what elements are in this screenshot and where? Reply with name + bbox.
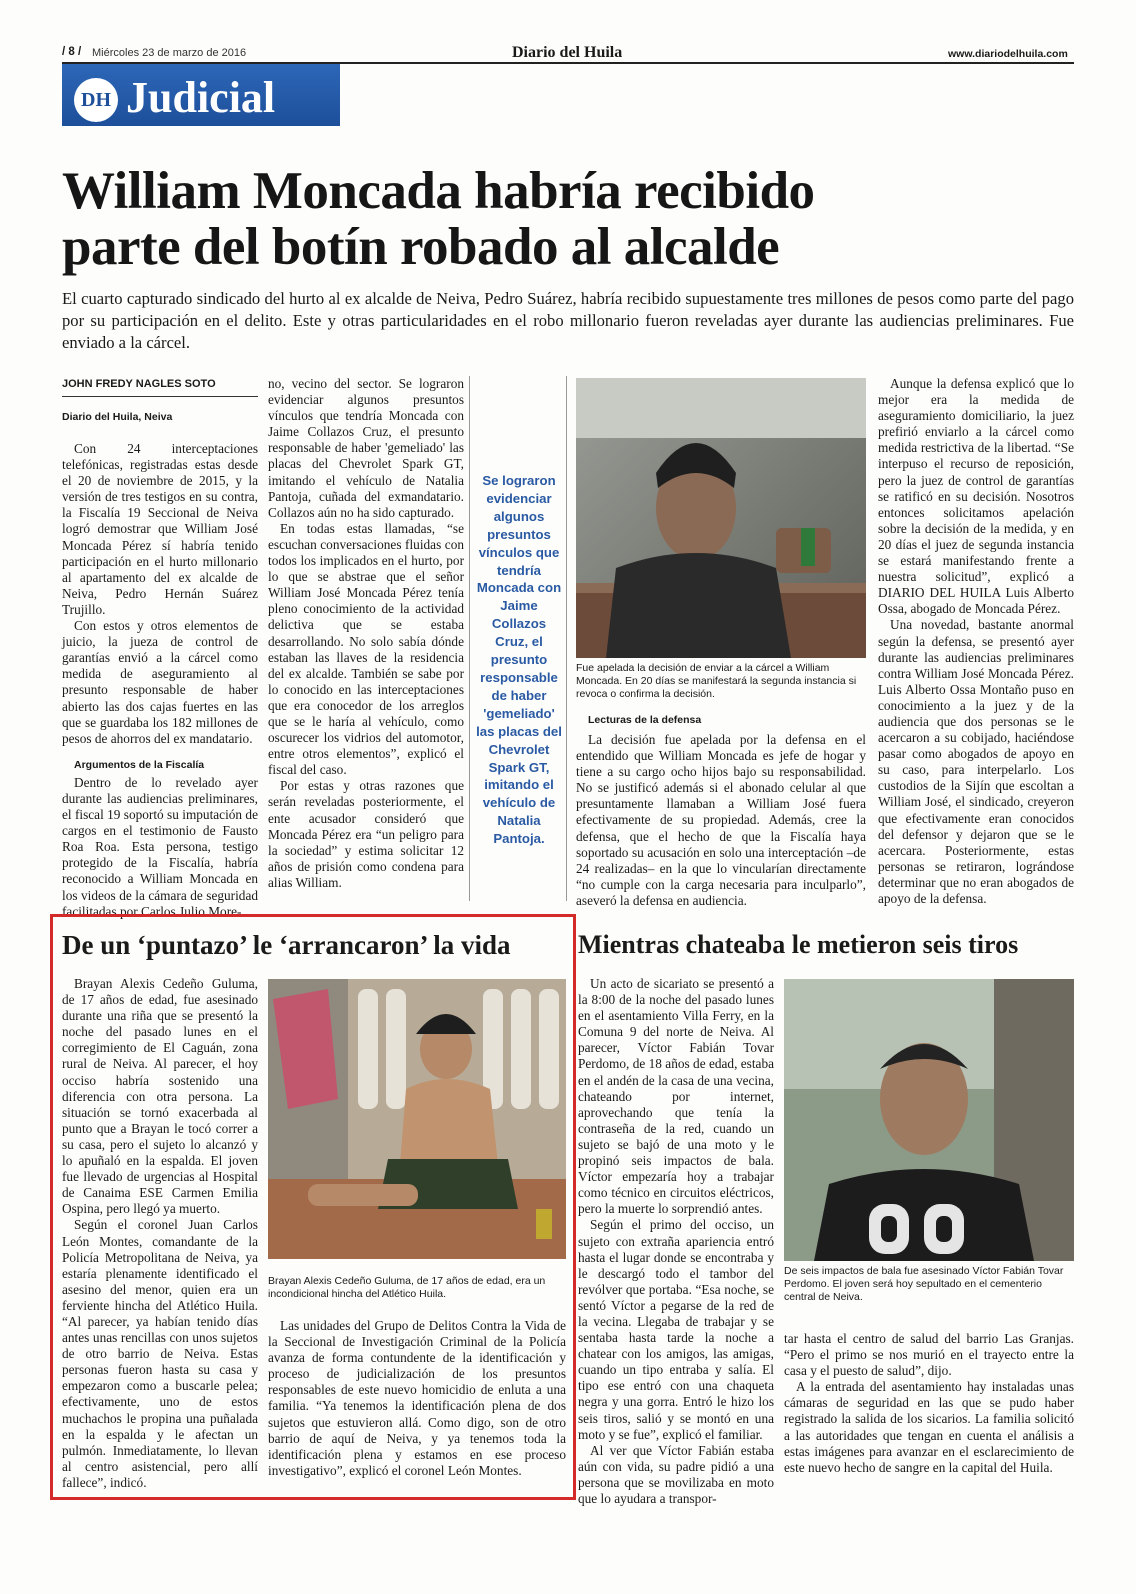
photo-victor-caption: De seis impactos de bala fue asesinado Víctor Fabián Tovar Perdomo. El joven será hoy sepultado en el cementerio central de Neiva. bbox=[784, 1265, 1064, 1303]
paragraph: En todas estas llamadas, “se escuchan conversaciones fluidas con todos los implicados en el hurto, por lo que se abstrae que el señor William José Moncada Pérez tenía pleno conocimiento de la actividad delictiva que se estaba desarrollando. No solo sabía dónde estaban las llaves de la residencia del ex alcalde. También se sabe por lo conocido en las interceptaciones que era conocedor de los arreglos que se le haría al vehículo, como oscurecer los vidrios del automotor, entre otros elementos”, explicó el fiscal del caso. bbox=[268, 520, 464, 778]
main-col-5 bbox=[878, 376, 1074, 907]
paragraph: A la entrada del asentamiento hay instaladas unas cámaras de seguridad en las que se pudo haber registrado la salida de los sicarios. La familia solicitó a las autoridades que tengan en cuenta el análisis a estas imágenes para avanzar en el esclarecimiento de este nuevo hecho de sangre en la capital del Huila. bbox=[784, 1379, 1074, 1475]
paragraph: Un acto de sicariato se presentó a la 8:00 de la noche del pasado lunes en el asentamiento Villa Ferry, en la Comuna 9 del norte de Neiva. Al parecer, Víctor Fabián Tovar Perdomo, de 18 años de edad, estaba en el andén de la casa de una vecina, chateando por internet, aprovechando que tenía la contraseña de la red, cuando un sujeto se bajó de una moto y le propinó seis impactos de bala. Víctor empezaría hoy a trabajar como técnico en circuitos eléctricos, pero la muerte lo sorprendió antes. bbox=[578, 976, 774, 1217]
dh-logo-badge: DH bbox=[74, 78, 118, 122]
page-date: Miércoles 23 de marzo de 2016 bbox=[92, 47, 247, 59]
section-banner bbox=[62, 64, 340, 126]
paragraph: Según el coronel Juan Carlos León Montes, comandante de la Policía Metropolitana de Neiva, ya estaría plenamente identificado el asesino del menor, quien era un ferviente hincha del Atlético Huila. “Al parecer, ya habían tenido días antes unas rencillas con unos sujetos de otro barrio de Neiva. Estas personas fueron hasta su casa y empezaron como a buscarle pelea; efectivamente, uno de estos muchachos le propina una puñalada en la espalda y le afectan un pulmón. Inmediatamente, lo llevan al centro asistencial, pero allí fallece”, indicó. bbox=[62, 1217, 258, 1490]
paragraph: Con estos y otros elementos de juicio, la jueza de control de garantías envió a la cárcel como medida de aseguramiento al presunto responsable de haber abierto las dos cajas fuertes en las que se guardaba los 182 millones de pesos de ahorros del ex mandatario. bbox=[62, 618, 258, 746]
main-headline: William Moncada habría recibido parte del botín robado al alcalde bbox=[62, 162, 815, 276]
story-chateaba-col-2 bbox=[784, 1331, 1074, 1476]
pull-quote: Se lograron evidenciar algunos presuntos vínculos que tendría Moncada con Jaime Collazos Cruz, el presunto responsable de haber 'gemeliado' las placas del Chevrolet Spark GT, imitando el vehículo de Natalia Pantoja. bbox=[476, 473, 562, 847]
main-col-1 bbox=[62, 378, 258, 920]
byline-rule bbox=[62, 396, 258, 397]
pull-quote-box bbox=[469, 376, 567, 901]
main-col-4 bbox=[576, 714, 866, 909]
paragraph: Las unidades del Grupo de Delitos Contra la Vida de la Seccional de Investigación Criminal de la Policía avanza de forma contundente de la identificación y proceso de judicialización de los presuntos responsables de este nuevo homicidio de enluta a una familia. “Ya tenemos la identificación plena de dos sujetos que estuvieron allá. Como digo, son de otro barrio de aquí de Neiva, y ya tenemos toda la identificación plena y estamos en ese proceso investigativo”, explicó el coronel León Montes. bbox=[268, 1318, 566, 1478]
story-chateaba-headline: Mientras chateaba le metieron seis tiros bbox=[578, 930, 1019, 959]
dateline: Diario del Huila, Neiva bbox=[62, 411, 173, 423]
photo-moncada-image bbox=[576, 378, 866, 658]
story-puntazo-headline: De un ‘puntazo’ le ‘arrancaron’ la vida bbox=[62, 930, 511, 960]
photo-brayan bbox=[268, 979, 566, 1259]
main-lede: El cuarto capturado sindicado del hurto al ex alcalde de Neiva, Pedro Suárez, habría recibido supuestamente tres millones de pesos como parte del pago por su participación en el delito. Este y otras particularidades en el robo millonario fueron reveladas ayer durante las audiencias preliminares. Fue enviado a la cárcel. bbox=[62, 289, 1074, 352]
page-number: / 8 / bbox=[62, 46, 82, 58]
paragraph: La decisión fue apelada por la defensa en el entendido que William Moncada es jefe de hogar y tiene a su cargo ocho hijos bajo su responsabilidad. No se justificó además si el abonado celular al que presuntamente llamaban a William José fuera efectivamente de su propiedad. Además, cree la defensa, que el hecho de que la Fiscalía haya soportado su acusación en solo una interceptación –de 24 realizadas– en la que lo vincularían directamente “no cumple con la carga necesaria para inculparlo”, aseveró la defensa en audiencia. bbox=[576, 732, 866, 908]
paragraph: Al ver que Víctor Fabián estaba aún con vida, su padre pidió a una persona que se movilizaba en moto que lo ayudara a transpor- bbox=[578, 1442, 774, 1506]
paragraph: Por estas y otras razones que serán reveladas posteriormente, el ente acusador consideró que Moncada Pérez era “un peligro para la sociedad” y estima solicitar 12 años de prisión como condena para alias William. bbox=[268, 778, 464, 890]
story-puntazo-col-1 bbox=[62, 976, 258, 1491]
byline: JOHN FREDY NAGLES SOTO bbox=[62, 378, 216, 390]
story-puntazo-col-2 bbox=[268, 1318, 566, 1479]
photo-moncada bbox=[576, 378, 866, 658]
section-title: Judicial bbox=[126, 73, 276, 122]
paragraph: Con 24 interceptaciones telefónicas, registradas estas desde el 20 de noviembre de 2015, y la versión de tres testigos en su contra, la Fiscalía 19 Seccional de Neiva logró demostrar que William José Moncada Pérez sí habría tenido participación en el hurto millonario al apartamento del ex alcalde de Neiva, Pedro Hernán Suárez Trujillo. bbox=[62, 441, 258, 617]
photo-brayan-caption: Brayan Alexis Cedeño Guluma, de 17 años de edad, era un incondicional hincha del Atlético Huila. bbox=[268, 1275, 546, 1300]
story-chateaba-col-1 bbox=[578, 976, 774, 1507]
photo-victor-image bbox=[784, 979, 1074, 1261]
newspaper-name: Diario del Huila bbox=[512, 44, 623, 61]
paragraph: Una novedad, bastante anormal según la defensa, se presentó ayer durante las audiencias preliminares contra William José Moncada Pérez. Luis Alberto Ossa Montaño puso en conocimiento a la juez y de la audiencia que dos personas se le acercaron a su cobijado, haciéndose pasar como abogados de apoyo en su caso, para interpelarlo. Los custodios de la Sijín que escoltan a William José, el sindicado, creyeron que efectivamente eran conocidos del defensor y dejaron que se le acercara. Posteriormente, estas personas se retiraron, lográndose determinar que no eran abogados de apoyo de la defensa. bbox=[878, 617, 1074, 906]
paragraph: tar hasta el centro de salud del barrio Las Granjas. “Pero el primo se nos murió en el trayecto entre la casa y el puesto de salud”, dijo. bbox=[784, 1331, 1074, 1379]
photo-brayan-image bbox=[268, 979, 566, 1259]
subheading: Argumentos de la Fiscalía bbox=[74, 758, 205, 771]
website-url: www.diariodelhuila.com bbox=[948, 48, 1068, 60]
paragraph: Brayan Alexis Cedeño Guluma, de 17 años de edad, fue asesinado durante una riña que se presentó la noche del pasado lunes en el corregimiento de El Caguán, zona rural de Neiva. Al parecer, el hoy occiso habría sostenido una diferencia con otra persona. La situación se tornó exacerbada al punto que a Brayan le tocó correr a su casa, pero el sujeto lo alcanzó y lo apuñaló en la espalda. El joven fue llevado de urgencias al Hospital de Canaima ESE Carmen Emilia Ospina, pero llegó ya muerto. bbox=[62, 976, 258, 1217]
photo-victor bbox=[784, 979, 1074, 1261]
paragraph: Dentro de lo revelado ayer durante las audiencias preliminares, el fiscal 19 soportó su imputación de cargos en el testimonio de Fausto Roa Roa. Esta persona, testigo protegido de la Fiscalía, habría reconocido a William Moncada en los videos de la cámara de seguridad facilitadas por Carlos Julio More- bbox=[62, 774, 258, 919]
subheading: Lecturas de la defensa bbox=[588, 714, 702, 726]
paragraph: Según el primo del occiso, un sujeto con extraña apariencia entró hasta el lugar donde se encontraba y le descargó todo el tambor del revólver que portaba. “Esa noche, se sentó Víctor a pegarse de la red de la vecina. Llegaba de trabajar y se sentaba hasta tarde la noche a chatear con los amigos, las amigas, cuando un tipo entraba y salía. El tipo ese entró con una chaqueta negra y una gorra. Entró le hizo los seis tiros, salió y se montó en una moto y se fue”, explicó el familiar. bbox=[578, 1217, 774, 1442]
photo-moncada-caption: Fue apelada la decisión de enviar a la cárcel a William Moncada. En 20 días se manifestará la segunda instancia si revoca o confirma la decisión. bbox=[576, 662, 857, 700]
main-col-2 bbox=[268, 376, 464, 891]
paragraph: no, vecino del sector. Se lograron evidenciar algunos presuntos vínculos que tendría Moncada con Jaime Collazos Cruz, el presunto responsable de haber 'gemeliado' las placas del Chevrolet Spark GT, imitando el vehículo de Natalia Pantoja, cuñada del exmandatario. Collazos aún no ha sido capturado. bbox=[268, 376, 464, 520]
paragraph: Aunque la defensa explicó que lo mejor era la medida de aseguramiento domiciliario, la juez prefirió enviarlo a la cárcel como medida restrictiva de la libertad. “Se interpuso el recurso de reposición, pero la juez de control de garantías se ratificó en su decisión. Nosotros entonces solicitamos apelación sobre la decisión de la medida, y en 20 días el juez de segunda instancia se estará manifestando frente a nuestra solicitud”, explicó a DIARIO DEL HUILA Luis Alberto Ossa, abogado de Moncada Pérez. bbox=[878, 376, 1074, 617]
